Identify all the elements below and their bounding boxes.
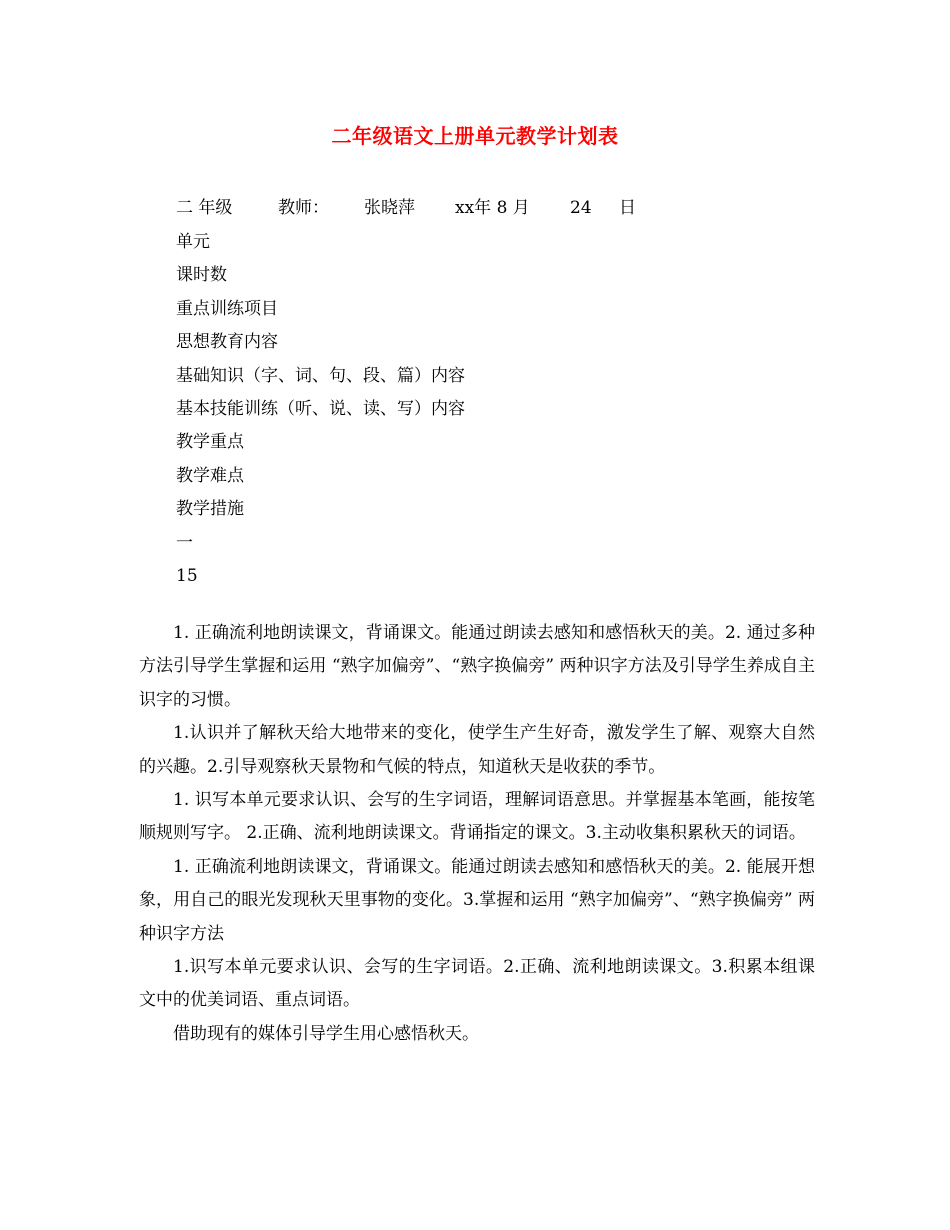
teacher-label: 教师： (278, 198, 329, 218)
document-body (139, 617, 815, 1051)
row-label-moral-education: 思想教育内容 (176, 332, 278, 353)
paragraph-teaching-difficulty: 1.识写本单元要求认识、会写的生字词语。2.正确、流利地朗读课文。3.积累本组课文中的优美词语、重点词语。 (139, 957, 815, 1011)
teacher-name: 张晓萍 (364, 198, 415, 218)
paragraph-moral-education: 1.认识并了解秋天给大地带来的变化，使学生产生好奇，激发学生了解、观察大自然的兴趣。2.引导观察秋天景物和气候的特点，知道秋天是收获的季节。 (139, 723, 815, 777)
paragraph-teaching-focus: 1. 正确流利地朗读课文，背诵课文。能通过朗读去感知和感悟秋天的美。2. 能展开想象，用自己的眼光发现秋天里事物的变化。3.掌握和运用 “熟字加偏旁”、“熟字换偏旁” 两种识字方法 (139, 856, 815, 944)
grade-label: 二 年级 (176, 198, 233, 218)
document-title: 二年级语文上册单元教学计划表 (331, 124, 619, 148)
date-day: 24 (570, 198, 592, 218)
row-label-teaching-focus: 教学重点 (176, 432, 244, 453)
date-year-month: xx年 8 月 (455, 198, 530, 218)
date-day-suffix: 日 (619, 198, 636, 218)
paragraph-key-training: 1. 正确流利地朗读课文，背诵课文。能通过朗读去感知和感悟秋天的美。2. 通过多种方法引导学生掌握和运用 “熟字加偏旁”、“熟字换偏旁” 两种识字方法及引导学生养成自主识字的习惯。 (139, 623, 815, 710)
paragraph-basic-knowledge: 1. 识写本单元要求认识、会写的生字词语，理解词语意思。并掌握基本笔画，能按笔顺规则写字。 2.正确、流利地朗读课文。背诵指定的课文。3.主动收集积累秋天的词语。 (139, 790, 815, 844)
row-label-list (176, 226, 816, 593)
row-label-periods: 课时数 (176, 265, 227, 286)
period-count: 15 (176, 565, 198, 586)
row-label-teaching-measures: 教学措施 (176, 499, 244, 520)
unit-number: 一 (176, 532, 193, 553)
paragraph-teaching-measures: 借助现有的媒体引导学生用心感悟秋天。 (173, 1023, 479, 1044)
row-label-teaching-difficulty: 教学难点 (176, 465, 244, 486)
row-label-key-training: 重点训练项目 (176, 298, 278, 319)
row-label-unit: 单元 (176, 232, 210, 252)
row-label-basic-knowledge: 基础知识（字、词、句、段、篇）内容 (176, 365, 465, 386)
row-label-basic-skills: 基本技能训练（听、说、读、写）内容 (176, 398, 465, 419)
